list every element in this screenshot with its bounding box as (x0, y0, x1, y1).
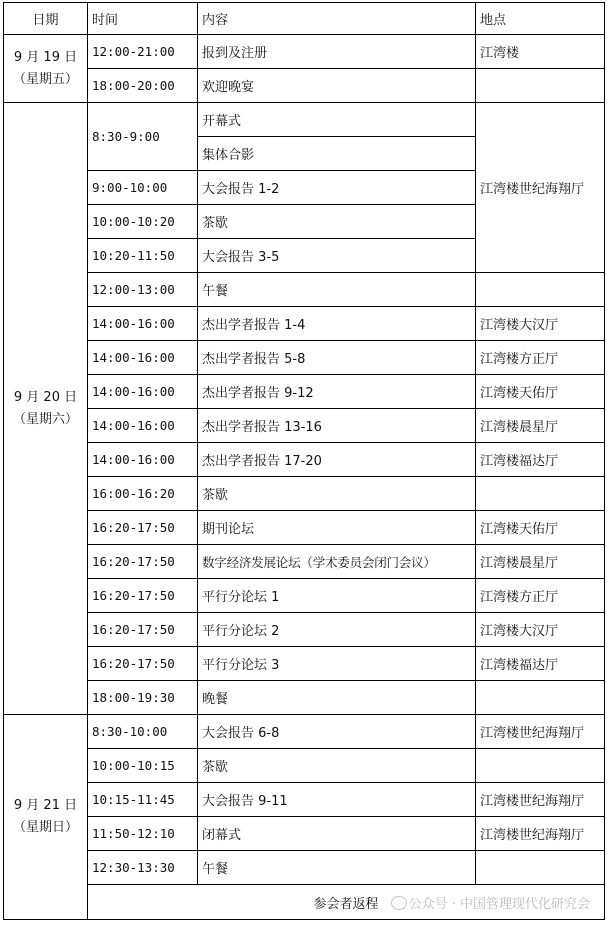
time-cell: 16:20-17:50 (88, 545, 198, 579)
table-row (4, 443, 605, 477)
location-cell (476, 851, 605, 885)
time-cell: 14:00-16:00 (88, 307, 198, 341)
content-cell: 大会报告 6-8 (198, 715, 476, 749)
content-cell: 杰出学者报告 1-4 (198, 307, 476, 341)
content-cell: 期刊论坛 (198, 511, 476, 545)
location-cell: 江湾楼世纪海翔厅 (476, 103, 605, 273)
table-row (4, 103, 605, 137)
content-cell: 报到及注册 (198, 35, 476, 69)
content-cell: 杰出学者报告 5-8 (198, 341, 476, 375)
table-row (4, 817, 605, 851)
content-cell: 杰出学者报告 13-16 (198, 409, 476, 443)
date-label: 9 月 21 日 (13, 798, 78, 813)
time-cell: 14:00-16:00 (88, 341, 198, 375)
table-row (4, 307, 605, 341)
content-cell: 数字经济发展论坛（学术委员会闭门会议） (198, 545, 476, 579)
date-cell (4, 35, 88, 103)
date-cell (4, 715, 88, 920)
table-row (4, 749, 605, 783)
time-cell: 10:00-10:20 (88, 205, 198, 239)
time-cell: 14:00-16:00 (88, 409, 198, 443)
time-cell: 10:20-11:50 (88, 239, 198, 273)
table-row (4, 511, 605, 545)
table-row (4, 715, 605, 749)
content-cell: 平行分论坛 2 (198, 613, 476, 647)
weekday-label: （星期日） (12, 820, 78, 835)
content-cell: 茶歇 (198, 477, 476, 511)
content-cell: 闭幕式 (198, 817, 476, 851)
location-cell (476, 69, 605, 103)
table-row (4, 613, 605, 647)
content-cell: 杰出学者报告 9-12 (198, 375, 476, 409)
content-cell: 茶歇 (198, 749, 476, 783)
time-cell: 18:00-19:30 (88, 681, 198, 715)
table-row (4, 579, 605, 613)
header-content: 内容 (198, 3, 476, 35)
location-cell: 江湾楼福达厅 (476, 443, 605, 477)
content-cell: 欢迎晚宴 (198, 69, 476, 103)
location-cell: 江湾楼 (476, 35, 605, 69)
content-cell: 晚餐 (198, 681, 476, 715)
time-cell: 16:20-17:50 (88, 613, 198, 647)
location-cell: 江湾楼大汉厅 (476, 307, 605, 341)
footer-row (4, 885, 605, 920)
table-row (4, 851, 605, 885)
location-cell (476, 273, 605, 307)
time-cell: 14:00-16:00 (88, 375, 198, 409)
table-row (4, 375, 605, 409)
time-cell: 10:00-10:15 (88, 749, 198, 783)
weekday-label: （星期五） (12, 71, 78, 87)
location-cell: 江湾楼天佑厅 (476, 375, 605, 409)
location-cell: 江湾楼方正厅 (476, 341, 605, 375)
table-row (4, 35, 605, 69)
content-cell: 开幕式 (198, 103, 476, 137)
content-cell: 集体合影 (198, 137, 476, 171)
time-cell: 12:00-13:00 (88, 273, 198, 307)
content-cell: 大会报告 9-11 (198, 783, 476, 817)
location-cell: 江湾楼世纪海翔厅 (476, 783, 605, 817)
location-cell: 江湾楼世纪海翔厅 (476, 715, 605, 749)
content-cell: 平行分论坛 1 (198, 579, 476, 613)
location-cell: 江湾楼晨星厅 (476, 409, 605, 443)
table-row (4, 477, 605, 511)
watermark-text: 公众号 · 中国管理现代化研究会 (408, 897, 590, 912)
time-cell: 10:15-11:45 (88, 783, 198, 817)
time-cell: 12:00-21:00 (88, 35, 198, 69)
content-cell: 平行分论坛 3 (198, 647, 476, 681)
location-cell: 江湾楼世纪海翔厅 (476, 817, 605, 851)
time-cell: 16:20-17:50 (88, 579, 198, 613)
time-cell: 16:20-17:50 (88, 511, 198, 545)
content-cell: 杰出学者报告 17-20 (198, 443, 476, 477)
table-row (4, 409, 605, 443)
weekday-label: （星期六） (12, 411, 78, 427)
table-row (4, 783, 605, 817)
location-cell: 江湾楼天佑厅 (476, 511, 605, 545)
table-row (4, 69, 605, 103)
time-cell: 16:20-17:50 (88, 647, 198, 681)
location-cell: 江湾楼福达厅 (476, 647, 605, 681)
header-date: 日期 (4, 3, 88, 35)
table-row (4, 273, 605, 307)
location-cell: 江湾楼大汉厅 (476, 613, 605, 647)
table-row (4, 647, 605, 681)
table-row (4, 681, 605, 715)
table-row (4, 545, 605, 579)
header-row (4, 3, 605, 35)
schedule-table (3, 2, 605, 920)
date-label: 9 月 19 日 (13, 49, 78, 65)
time-cell: 8:30-9:00 (88, 103, 198, 171)
content-cell: 大会报告 1-2 (198, 171, 476, 205)
time-cell: 16:00-16:20 (88, 477, 198, 511)
content-cell: 大会报告 3-5 (198, 239, 476, 273)
location-cell: 江湾楼晨星厅 (476, 545, 605, 579)
time-cell: 9:00-10:00 (88, 171, 198, 205)
content-cell: 午餐 (198, 851, 476, 885)
location-cell (476, 477, 605, 511)
table-row (4, 341, 605, 375)
location-cell (476, 681, 605, 715)
schedule-container (3, 2, 605, 920)
date-cell (4, 103, 88, 715)
watermark (391, 893, 590, 912)
header-location: 地点 (476, 3, 605, 35)
time-cell: 18:00-20:00 (88, 69, 198, 103)
location-cell: 江湾楼方正厅 (476, 579, 605, 613)
location-cell (476, 749, 605, 783)
time-cell: 12:30-13:30 (88, 851, 198, 885)
content-cell: 茶歇 (198, 205, 476, 239)
time-cell: 14:00-16:00 (88, 443, 198, 477)
header-time: 时间 (88, 3, 198, 35)
date-label: 9 月 20 日 (13, 389, 78, 405)
time-cell: 11:50-12:10 (88, 817, 198, 851)
footer-text: 参会者返程 (313, 896, 379, 912)
time-cell: 8:30-10:00 (88, 715, 198, 749)
content-cell: 午餐 (198, 273, 476, 307)
footer-cell (88, 885, 605, 920)
wechat-icon (391, 896, 407, 910)
